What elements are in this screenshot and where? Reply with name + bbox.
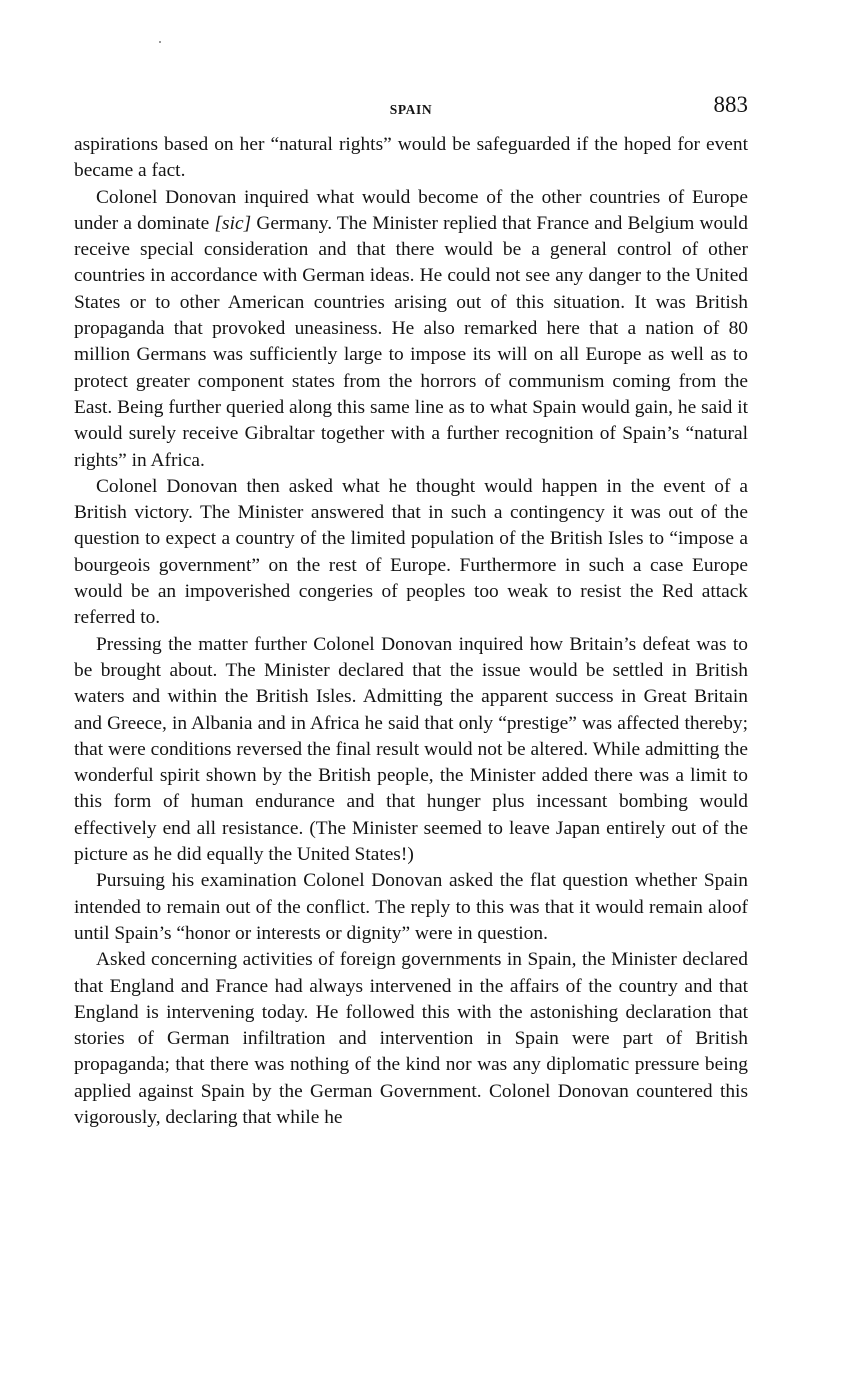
paragraph-2-part-2: Germany. The Minister replied that France and Belgium would receive special consideration and that there would be a general control of other countries in accordance with German ideas. He could not see any danger to the United States or to other American countries arising out of this situation. It was British propaganda that provoked uneasiness. He also remarked here that a nation of 80 million Germans was sufficiently large to impose its will on all Europe as well as to protect greater component states from the horrors of communism coming from the East. Being further queried along this same line as to what Spain would gain, he said it would surely receive Gibraltar together with a further recognition of Spain’s “natural rights” in Africa. bbox=[74, 212, 748, 471]
sic-note: [sic] bbox=[214, 212, 252, 234]
document-page bbox=[74, 92, 748, 1131]
paragraph-2 bbox=[74, 185, 748, 474]
paragraph-6: Asked concerning activities of foreign governments in Spain, the Minister declared that England and France had always intervened in the affairs of the country and that England is intervening today. He followed this with the astonishing declaration that stories of German infiltration and intervention in Spain were part of British propaganda; that there was nothing of the kind nor was any diplomatic pressure being applied against Spain by the German Government. Colonel Donovan countered this vigorously, declaring that while he bbox=[74, 949, 748, 1128]
paragraph-3: Colonel Donovan then asked what he thought would happen in the event of a British victory. The Minister answered that in such a contingency it was out of the question to expect a country of the limited population of the British Isles to “impose a bourgeois government” on the rest of Europe. Furthermore in such a case Europe would be an impoverished congeries of peoples too weak to resist the Red attack referred to. bbox=[74, 475, 748, 629]
page-number: 883 bbox=[713, 92, 748, 117]
paragraph-1: aspirations based on her “natural rights” would be safeguarded if the hoped for event became a fact. bbox=[74, 134, 748, 182]
paragraph-5: Pursuing his examination Colonel Donovan asked the flat question whether Spain intended to remain out of the conflict. The reply to this was that it would remain aloof until Spain’s “honor or interests or dignity” were in question. bbox=[74, 870, 748, 944]
running-head bbox=[74, 92, 748, 132]
scan-speck bbox=[159, 41, 161, 43]
paragraph-4: Pressing the matter further Colonel Donovan inquired how Britain’s defeat was to be brought about. The Minister declared that the issue would be settled in British waters and within the British Isles. Admitting the apparent success in Great Britain and Greece, in Albania and in Africa he said that only “prestige” was affected thereby; that were conditions reversed the final result would not be altered. While admitting the wonderful spirit shown by the British people, the Minister added there was a limit to this form of human endurance and that hunger plus incessant bombing would effectively end all resistance. (The Minister seemed to leave Japan entirely out of the picture as he did equally the United States!) bbox=[74, 633, 748, 866]
body-text bbox=[74, 132, 748, 1131]
section-title: SPAIN bbox=[389, 102, 433, 117]
paragraph-2-part-1: Colonel Donovan inquired what would become of the other countries of Europe under a dominate bbox=[74, 186, 748, 234]
